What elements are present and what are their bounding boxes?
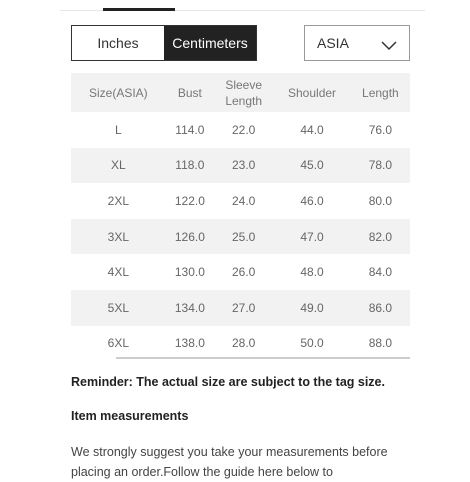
cell-length: 76.0 (368, 122, 393, 137)
cell-bust: 138.0 (174, 336, 205, 351)
cell-length: 82.0 (351, 219, 410, 255)
centimeters-button[interactable]: Centimeters (164, 26, 256, 60)
size-reminder: Reminder: The actual size are subject to the tag size. (71, 375, 385, 389)
cell-bust: 134.0 (166, 290, 214, 326)
cell-length: 78.0 (351, 148, 410, 184)
table-row (71, 112, 410, 148)
header-size: Size(ASIA) (71, 73, 166, 112)
table-row (71, 219, 410, 255)
cell-size: L (114, 122, 122, 137)
region-select-value: ASIA (317, 35, 349, 51)
header-bust: Bust (166, 73, 214, 112)
active-tab-indicator (103, 8, 175, 11)
header-length: Length (351, 73, 410, 112)
cell-size: 4XL (107, 265, 129, 280)
cell-sleeve: 26.0 (232, 265, 256, 280)
cell-size: 3XL (71, 219, 166, 255)
cell-sleeve: 24.0 (232, 193, 256, 208)
cell-shoulder: 48.0 (300, 265, 324, 280)
cell-shoulder: 45.0 (273, 148, 350, 184)
inches-button[interactable]: Inches (72, 26, 164, 60)
table-row (71, 326, 410, 362)
cell-shoulder: 50.0 (300, 336, 324, 351)
cell-sleeve: 28.0 (232, 336, 256, 351)
cell-length: 80.0 (368, 193, 393, 208)
table-header-row (71, 73, 410, 112)
header-shoulder: Shoulder (273, 73, 350, 112)
cell-shoulder: 47.0 (273, 219, 350, 255)
cell-size: XL (71, 148, 166, 184)
table-row (71, 183, 410, 219)
cell-bust: 130.0 (174, 265, 205, 280)
cell-shoulder: 46.0 (300, 193, 324, 208)
cell-bust: 114.0 (175, 122, 205, 137)
cell-shoulder: 49.0 (273, 290, 350, 326)
cell-bust: 122.0 (174, 193, 205, 208)
header-sleeve-length: Sleeve Length (214, 73, 273, 112)
cell-size: 2XL (107, 193, 129, 208)
cell-sleeve: 22.0 (232, 122, 256, 137)
cell-size: 5XL (71, 290, 166, 326)
chevron-down-icon (381, 38, 397, 48)
region-select[interactable] (304, 25, 410, 61)
cell-bust: 118.0 (166, 148, 214, 184)
cell-sleeve: 23.0 (214, 148, 273, 184)
cell-length: 88.0 (368, 336, 393, 351)
cell-shoulder: 44.0 (300, 122, 324, 137)
cell-length: 84.0 (368, 265, 393, 280)
unit-toggle (71, 25, 257, 61)
table-bottom-divider (116, 357, 410, 359)
table-row (71, 254, 410, 290)
cell-sleeve: 25.0 (214, 219, 273, 255)
cell-length: 86.0 (351, 290, 410, 326)
table-row (71, 290, 410, 326)
cell-size: 6XL (107, 336, 129, 351)
cell-bust: 126.0 (166, 219, 214, 255)
measurement-suggestion: We strongly suggest you take your measurements before placing an order.Follow the guide here below to (71, 445, 388, 479)
table-row (71, 148, 410, 184)
item-measurements-title: Item measurements (71, 409, 189, 423)
size-chart-table (71, 73, 410, 361)
cell-sleeve: 27.0 (214, 290, 273, 326)
